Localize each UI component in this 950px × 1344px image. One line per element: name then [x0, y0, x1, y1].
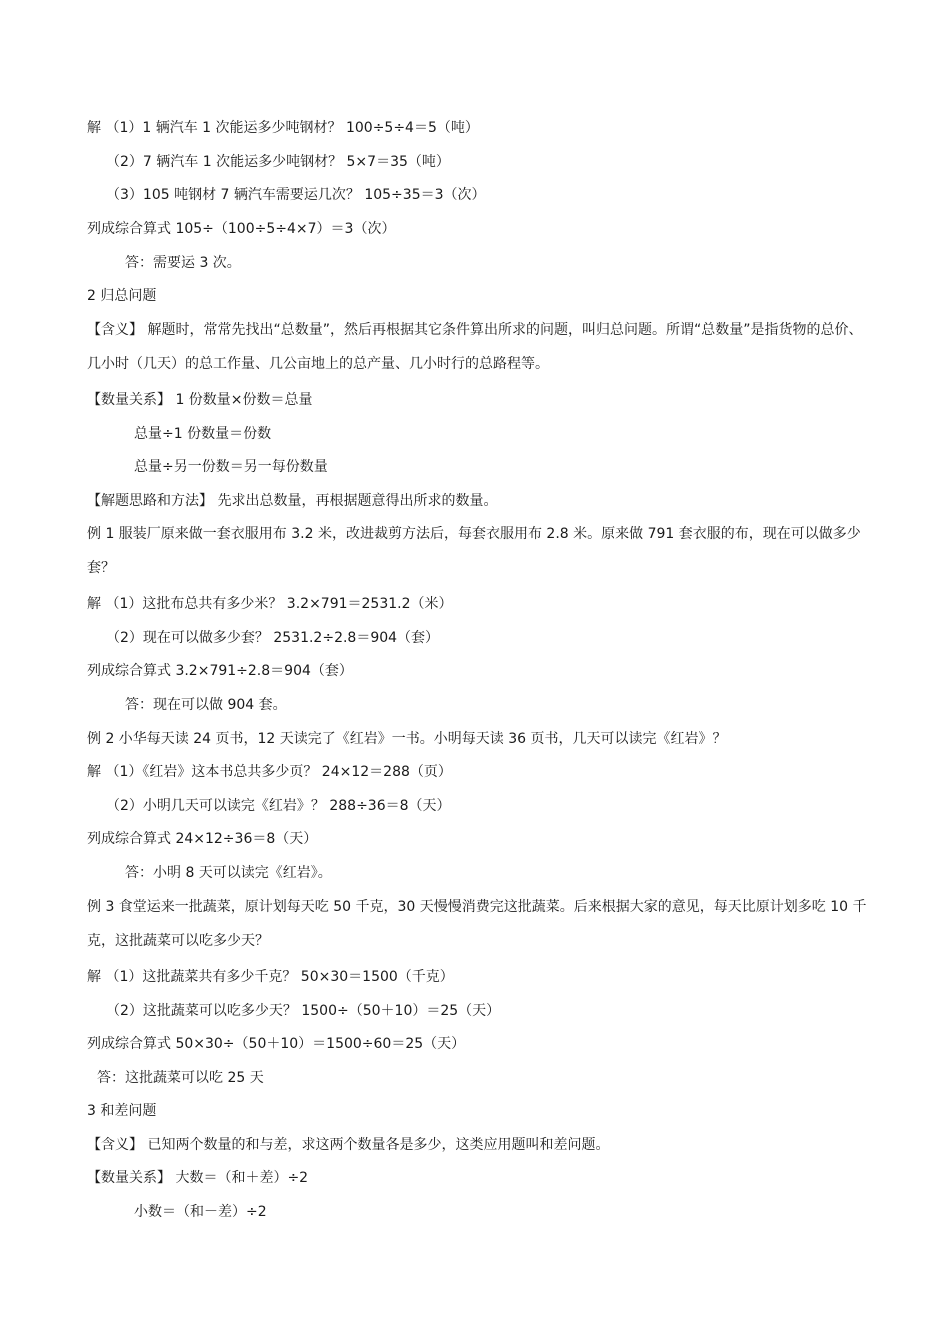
definition-paragraph-3: 【含义】 已知两个数量的和与差，求这两个数量各是多少，这类应用题叫和差问题。 [87, 1137, 610, 1153]
quantity-relation-small: 小数＝（和－差）÷2 [134, 1204, 267, 1220]
example-3-answer: 答：这批蔬菜可以吃 25 天 [97, 1070, 264, 1086]
example-3-step-2: （2）这批蔬菜可以吃多少天？ 1500÷（50＋10）＝25（天） [106, 1003, 501, 1019]
example-2-answer: 答：小明 8 天可以读完《红岩》。 [125, 865, 332, 881]
example-1-answer: 答：现在可以做 904 套。 [125, 697, 287, 713]
example-2-step-1: 解 （1）《红岩》这本书总共多少页？ 24×12＝288（页） [87, 764, 452, 780]
example-3: 例 3 食堂运来一批蔬菜，原计划每天吃 50 千克，30 天慢慢消费完这批蔬菜。后来根据大家的意见，每天比原计划多吃 10 千克，这批蔬菜可以吃多少天？ [87, 899, 867, 949]
example-2: 例 2 小华每天读 24 页书，12 天读完了《红岩》一书。小明每天读 36 页书，几天可以读完《红岩》？ [87, 731, 727, 747]
quantity-relation-3: 总量÷另一份数＝另一每份数量 [134, 459, 328, 475]
answer: 答：需要运 3 次。 [125, 255, 241, 271]
quantity-relation: 【数量关系】 1 份数量×份数＝总量 [87, 392, 313, 408]
quantity-relation-2: 总量÷1 份数量＝份数 [134, 426, 272, 442]
definition-paragraph: 【含义】 解题时，常常先找出“总数量”，然后再根据其它条件算出所求的问题，叫归总问题。所谓“总数量”是指货物的总价、几小时（几天）的总工作量、几公亩地上的总产量、几小时行的总路程等。 [87, 322, 863, 372]
example-3-step-1: 解 （1）这批蔬菜共有多少千克？ 50×30＝1500（千克） [87, 969, 454, 985]
section-heading: 2 归总问题 [87, 288, 157, 304]
quantity-relation-big: 【数量关系】 大数＝（和＋差）÷2 [87, 1170, 309, 1186]
example-2-formula: 列成综合算式 24×12÷36＝8（天） [87, 831, 318, 847]
solution-step-2: （2）7 辆汽车 1 次能运多少吨钢材？ 5×7＝35（吨） [106, 154, 450, 170]
example-1-step-1: 解 （1）这批布总共有多少米？ 3.2×791＝2531.2（米） [87, 596, 453, 612]
section-heading-3: 3 和差问题 [87, 1103, 157, 1119]
example-1-step-2: （2）现在可以做多少套？ 2531.2÷2.8＝904（套） [106, 630, 440, 646]
method-paragraph: 【解题思路和方法】 先求出总数量，再根据题意得出所求的数量。 [87, 493, 498, 509]
example-3-formula: 列成综合算式 50×30÷（50＋10）＝1500÷60＝25（天） [87, 1036, 466, 1052]
combined-formula: 列成综合算式 105÷（100÷5÷4×7）＝3（次） [87, 221, 396, 237]
example-1: 例 1 服装厂原来做一套衣服用布 3.2 米，改进裁剪方法后，每套衣服用布 2.8 米。原来做 791 套衣服的布，现在可以做多少套？ [87, 526, 861, 576]
solution-step-1: 解 （1）1 辆汽车 1 次能运多少吨钢材？ 100÷5÷4＝5（吨） [87, 120, 479, 136]
solution-step-3: （3）105 吨钢材 7 辆汽车需要运几次？ 105÷35＝3（次） [106, 187, 486, 203]
example-2-step-2: （2）小明几天可以读完《红岩》？ 288÷36＝8（天） [106, 798, 451, 814]
example-1-formula: 列成综合算式 3.2×791÷2.8＝904（套） [87, 663, 353, 679]
